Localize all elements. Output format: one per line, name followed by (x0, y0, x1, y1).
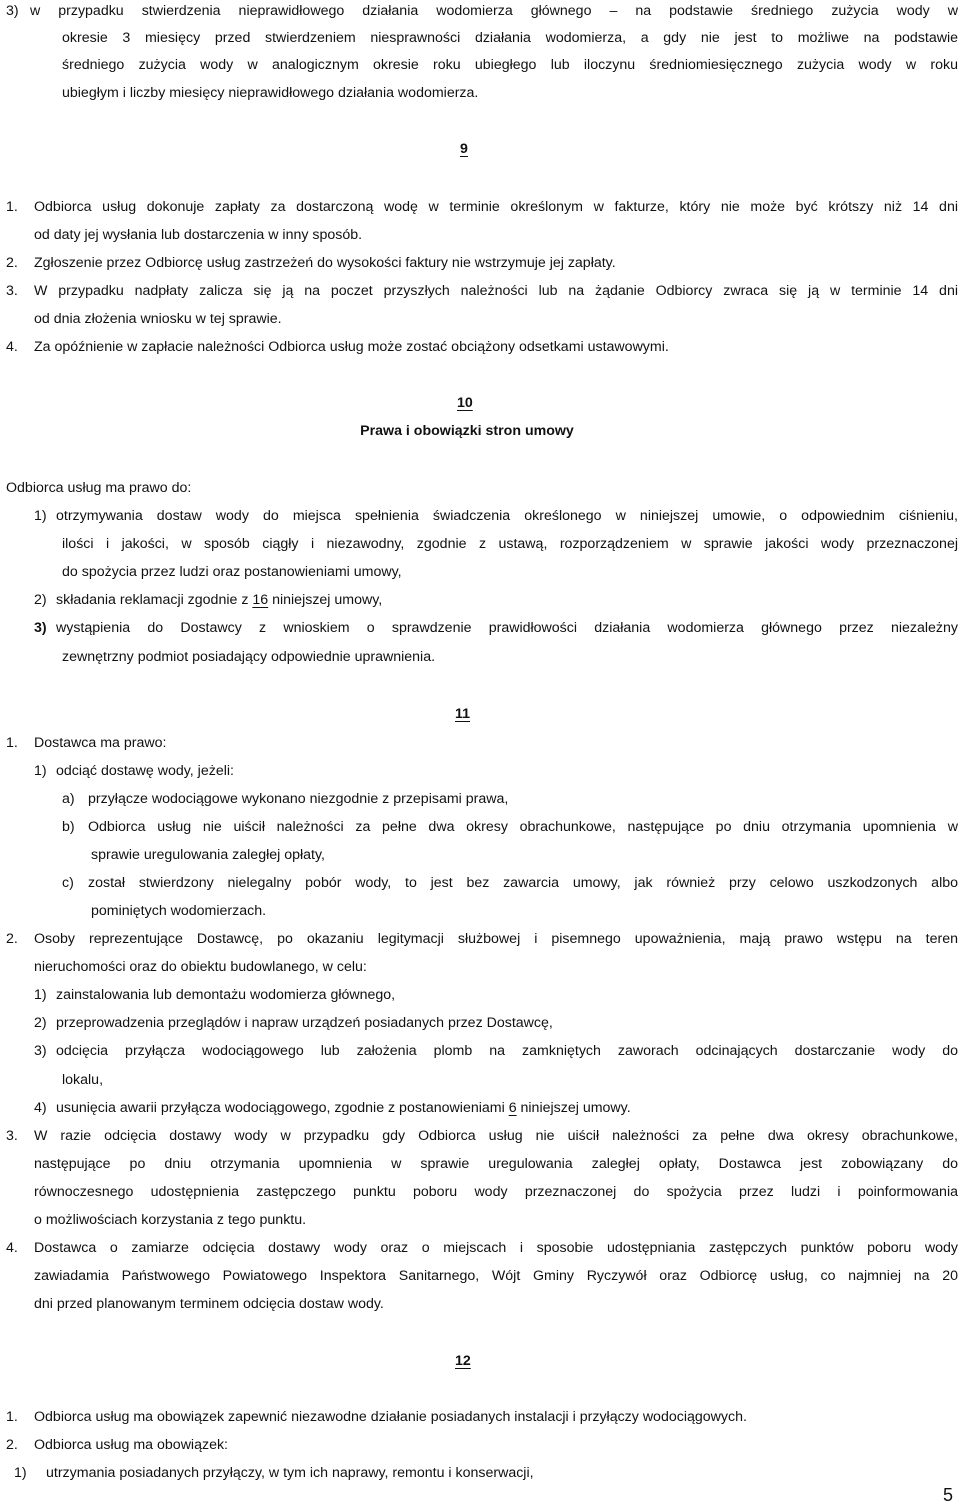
paragraph-line: dni przed planowanym terminem odcięcia dostaw wody. (34, 1296, 384, 1312)
paragraph-line: odcięcia przyłącza wodociągowego lub założenia plomb na zamkniętych zaworach odcinających dostarczanie wody do (56, 1043, 958, 1059)
section-heading: 9 (460, 141, 468, 157)
paragraph-line: Za opóźnienie w zapłacie należności Odbiorca usług może zostać obciążony odsetkami ustawowymi. (34, 339, 669, 355)
section-reference: 16 (252, 592, 269, 608)
paragraph-line: Odbiorca usług ma obowiązek: (34, 1437, 228, 1453)
paragraph-line: od dnia złożenia wniosku w tej sprawie. (34, 311, 282, 327)
paragraph-line: następujące po dniu otrzymania upomnienia w sprawie uregulowania zaległej opłaty, Dostawca jest zobowiązany do (34, 1156, 958, 1172)
paragraph-line: zainstalowania lub demontażu wodomierza głównego, (56, 987, 396, 1003)
paragraph-line: nieruchomości oraz do obiektu budowlanego, w celu: (34, 959, 367, 975)
paragraph-line: W razie odcięcia dostawy wody w przypadku gdy Odbiorca usług nie uiścił należności za pełne dwa okresy obrachunkowe, (34, 1128, 958, 1144)
list-marker: 2. (6, 1437, 18, 1453)
paragraph-line: został stwierdzony nielegalny pobór wody, to jest bez zawarcia umowy, jak również przy celowo uszkodzonych albo (88, 875, 958, 891)
paragraph-line: w przypadku stwierdzenia nieprawidłowego działania wodomierza głównego – na podstawie średniego zużycia wody w (30, 3, 958, 19)
list-marker: 1) (34, 508, 47, 524)
paragraph-line: utrzymania posiadanych przyłączy, w tym ich naprawy, remontu i konserwacji, (46, 1465, 534, 1481)
paragraph-line: Dostawca o zamiarze odcięcia dostawy wody oraz o miejscach i sposobie udostępniania zastępczych punktów poboru wody (34, 1240, 958, 1256)
list-marker: 3. (6, 283, 18, 299)
section-heading: 11 (455, 706, 470, 722)
paragraph-line: odciąć dostawę wody, jeżeli: (56, 763, 234, 779)
paragraph-line (56, 591, 382, 609)
section-heading: 12 (455, 1353, 471, 1369)
paragraph-line: średniego zużycia wody w analogicznym okresie roku ubiegłego lub iloczynu średniomiesięcznego zużycia wody w roku (62, 57, 958, 73)
text-span: niniejszej umowy. (516, 1100, 631, 1116)
paragraph-line: o możliwościach korzystania z tego punktu. (34, 1212, 307, 1228)
text-span: niniejszej umowy, (268, 592, 383, 608)
paragraph-line: od daty jej wysłania lub dostarczenia w inny sposób. (34, 227, 363, 243)
paragraph-line: sprawie uregulowania zaległej opłaty, (91, 847, 325, 863)
paragraph-line: Odbiorca usług ma prawo do: (6, 480, 192, 496)
list-marker: 2. (6, 931, 18, 947)
paragraph-line: przyłącze wodociągowe wykonano niezgodnie z przepisami prawa, (88, 791, 509, 807)
paragraph-line: wystąpienia do Dostawcy z wnioskiem o sprawdzenie prawidłowości działania wodomierza głównego przez niezależny (56, 620, 958, 636)
list-marker: 1. (6, 199, 18, 215)
paragraph-line: zawiadamia Państwowego Powiatowego Inspektora Sanitarnego, Wójt Gminy Ryczywół oraz Odbiorcę usług, co najmniej na 20 (34, 1268, 958, 1284)
list-marker: 3) (34, 620, 47, 636)
list-marker: 2. (6, 255, 18, 271)
paragraph-line: okresie 3 miesięcy przed stwierdzeniem niesprawności działania wodomierza, a gdy nie jest to możliwe na podstawie (62, 30, 958, 46)
paragraph-line: do spożycia przez ludzi oraz postanowieniami umowy, (62, 564, 402, 580)
paragraph-line: zewnętrzny podmiot posiadający odpowiednie uprawnienia. (62, 649, 436, 665)
list-marker: 3) (34, 1043, 47, 1059)
list-marker: 1. (6, 735, 18, 751)
list-marker: 1) (34, 987, 47, 1003)
list-marker: c) (62, 875, 74, 891)
paragraph-line: ilości i jakości, w sposób ciągły i niezawodny, zgodnie z ustawą, rozporządzeniem w sprawie jakości wody przeznaczonej (62, 536, 958, 552)
paragraph-line: równoczesnego udostępnienia zastępczego punktu poboru wody przeznaczonej do spożycia przez ludzi i poinformowania (34, 1184, 958, 1200)
text-span: usunięcia awarii przyłącza wodociągowego, zgodnie z postanowieniami (56, 1100, 509, 1116)
list-marker: 3) (6, 3, 19, 19)
text-span: składania reklamacji zgodnie z (56, 592, 253, 608)
page-number: 5 (943, 1485, 954, 1505)
paragraph-line: W przypadku nadpłaty zalicza się ją na poczet przyszłych należności lub na żądanie Odbiorcy zwraca się ją w terminie 14 dni (34, 283, 958, 299)
paragraph-line: ubiegłym i liczby miesięcy nieprawidłowego działania wodomierza. (62, 85, 479, 101)
paragraph-line: Dostawca ma prawo: (34, 735, 167, 751)
paragraph-line: Osoby reprezentujące Dostawcę, po okazaniu legitymacji służbowej i pisemnego upoważnienia, mają prawo wstępu na teren (34, 931, 958, 947)
paragraph-line: Odbiorca usług ma obowiązek zapewnić niezawodne działanie posiadanych instalacji i przyłączy wodociągowych. (34, 1409, 747, 1425)
section-title: Prawa i obowiązki stron umowy (360, 423, 574, 439)
paragraph-line: Zgłoszenie przez Odbiorcę usług zastrzeżeń do wysokości faktury nie wstrzymuje jej zapłaty. (34, 255, 616, 271)
paragraph-line (56, 1099, 631, 1117)
section-heading: 10 (457, 395, 473, 411)
list-marker: a) (62, 791, 75, 807)
list-marker: 1. (6, 1409, 18, 1425)
paragraph-line: lokalu, (62, 1072, 104, 1088)
paragraph-line: otrzymywania dostaw wody do miejsca spełnienia świadczenia określonego w niniejszej umowie, o odpowiednim ciśnieniu, (56, 508, 958, 524)
list-marker: 1) (14, 1465, 27, 1481)
list-marker: 4. (6, 1240, 18, 1256)
list-marker: 4. (6, 339, 18, 355)
paragraph-line: Odbiorca usług dokonuje zapłaty za dostarczoną wodę w terminie określonym w fakturze, który nie może być krótszy niż 14 dni (34, 199, 958, 215)
paragraph-line: pominiętych wodomierzach. (91, 903, 267, 919)
list-marker: 2) (34, 592, 47, 608)
paragraph-line: Odbiorca usług nie uiścił należności za pełne dwa okresy obrachunkowe, następujące po dniu otrzymania upomnienia w (88, 819, 958, 835)
list-marker: b) (62, 819, 75, 835)
list-marker: 2) (34, 1015, 47, 1031)
section-reference: 6 (508, 1100, 517, 1116)
list-marker: 3. (6, 1128, 18, 1144)
list-marker: 4) (34, 1100, 47, 1116)
paragraph-line: przeprowadzenia przeglądów i napraw urządzeń posiadanych przez Dostawcę, (56, 1015, 553, 1031)
list-marker: 1) (34, 763, 47, 779)
